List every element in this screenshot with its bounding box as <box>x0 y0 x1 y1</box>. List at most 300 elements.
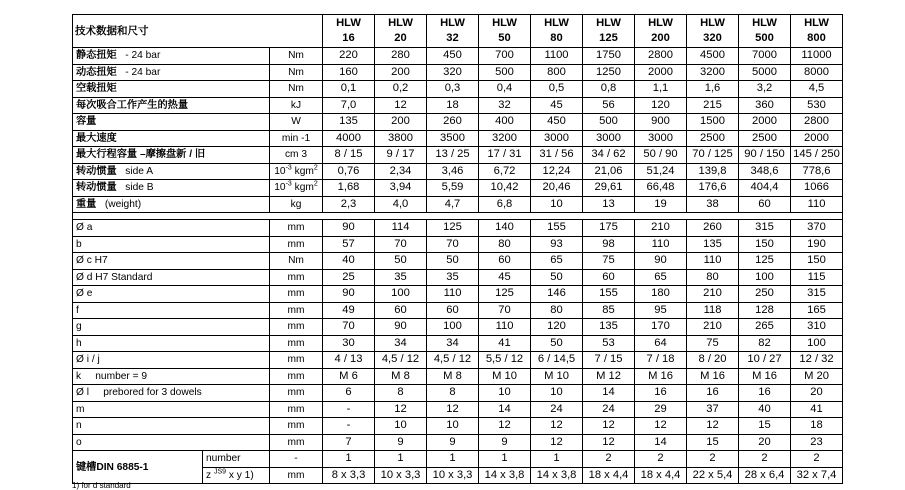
value-cell: 115 <box>791 269 843 286</box>
value-cell: 18 <box>427 97 479 114</box>
value-cell: 34 / 62 <box>583 147 635 164</box>
value-cell: 12 <box>583 434 635 451</box>
model-size: 320 <box>703 32 722 44</box>
unit-cell: Nm <box>270 48 323 65</box>
value-cell: 31 / 56 <box>531 147 583 164</box>
value-cell: 280 <box>375 48 427 65</box>
table-row <box>73 163 843 180</box>
row-label <box>73 302 270 319</box>
value-cell: 24 <box>531 401 583 418</box>
value-cell: 7000 <box>739 48 791 65</box>
row-label-text: 转动惯量 <box>76 165 117 177</box>
value-cell: 139,8 <box>687 163 739 180</box>
value-cell: 80 <box>531 302 583 319</box>
value-cell: 70 / 125 <box>687 147 739 164</box>
value-cell: 90 / 150 <box>739 147 791 164</box>
value-cell: 19 <box>635 196 687 213</box>
value-cell: 25 <box>323 269 375 286</box>
value-cell: M 20 <box>791 368 843 385</box>
keyway-label-text: 键槽DIN 6885-1 <box>76 461 149 473</box>
value-cell: 8 <box>375 385 427 402</box>
value-cell: 110 <box>479 319 531 336</box>
table-row <box>73 434 843 451</box>
row-label-text: h <box>76 337 82 349</box>
value-cell: 14 x 3,8 <box>531 467 583 484</box>
value-cell: 1500 <box>687 114 739 131</box>
row-label-text: g <box>76 321 82 333</box>
model-size: 500 <box>755 32 774 44</box>
value-cell: 14 <box>583 385 635 402</box>
model-prefix: HLW <box>804 17 829 29</box>
row-sublabel: - 24 bar <box>125 50 161 62</box>
model-prefix: HLW <box>336 17 361 29</box>
value-cell: 80 <box>687 269 739 286</box>
value-cell: 700 <box>479 48 531 65</box>
row-label-text: 重量 <box>76 198 97 210</box>
keyway-sublabel <box>203 467 270 484</box>
unit-pre: 10 <box>274 165 286 177</box>
table-row <box>73 368 843 385</box>
value-cell: 32 x 7,4 <box>791 467 843 484</box>
value-cell: M 16 <box>687 368 739 385</box>
value-cell: 118 <box>687 302 739 319</box>
row-label-text: 静态扭矩 <box>76 50 117 62</box>
row-label-text: n <box>76 420 82 432</box>
value-cell: 12 <box>375 97 427 114</box>
table-row <box>73 147 843 164</box>
value-cell: 320 <box>427 64 479 81</box>
table-row <box>73 253 843 270</box>
value-cell: 450 <box>531 114 583 131</box>
value-cell: 21,06 <box>583 163 635 180</box>
value-cell: 1 <box>375 451 427 468</box>
row-label <box>73 401 270 418</box>
value-cell: 66,48 <box>635 180 687 197</box>
value-cell: 190 <box>791 236 843 253</box>
value-cell: 13 / 25 <box>427 147 479 164</box>
unit-cell: mm <box>270 236 323 253</box>
value-cell: 8000 <box>791 64 843 81</box>
value-cell: 70 <box>427 236 479 253</box>
value-cell: 6,72 <box>479 163 531 180</box>
value-cell: 12,24 <box>531 163 583 180</box>
value-cell: 155 <box>583 286 635 303</box>
value-cell: 40 <box>323 253 375 270</box>
model-size: 50 <box>498 32 511 44</box>
row-label <box>73 319 270 336</box>
footnote: 1) for d standard <box>72 481 131 490</box>
row-label <box>73 64 270 81</box>
value-cell: 50 / 90 <box>635 147 687 164</box>
value-cell: 50 <box>375 253 427 270</box>
value-cell: 32 <box>479 97 531 114</box>
row-label <box>73 335 270 352</box>
value-cell: 7 / 18 <box>635 352 687 369</box>
row-sublabel: prebored for 3 dowels <box>103 387 202 399</box>
row-label <box>73 385 270 402</box>
value-cell: 2 <box>791 451 843 468</box>
value-cell: 315 <box>739 220 791 237</box>
value-cell: 0,3 <box>427 81 479 98</box>
value-cell: 160 <box>323 64 375 81</box>
row-label-text: 容量 <box>76 116 97 128</box>
model-prefix: HLW <box>388 17 413 29</box>
value-cell: 7,0 <box>323 97 375 114</box>
value-cell: 250 <box>739 286 791 303</box>
value-cell: 4,0 <box>375 196 427 213</box>
value-cell: M 6 <box>323 368 375 385</box>
value-cell: 2800 <box>635 48 687 65</box>
value-cell: 45 <box>531 97 583 114</box>
value-cell: 49 <box>323 302 375 319</box>
value-cell: 70 <box>323 319 375 336</box>
value-cell: 500 <box>583 114 635 131</box>
value-cell: 2,3 <box>323 196 375 213</box>
value-cell: 4500 <box>687 48 739 65</box>
row-label <box>73 180 270 197</box>
model-size: 80 <box>550 32 563 44</box>
row-label <box>73 147 270 164</box>
value-cell: 0,2 <box>375 81 427 98</box>
value-cell: 50 <box>531 269 583 286</box>
value-cell: 2 <box>635 451 687 468</box>
value-cell: 15 <box>739 418 791 435</box>
unit-cell: mm <box>270 434 323 451</box>
row-label <box>73 253 270 270</box>
value-cell: 260 <box>427 114 479 131</box>
value-cell: 146 <box>531 286 583 303</box>
value-cell: 8 <box>427 385 479 402</box>
model-prefix: HLW <box>700 17 725 29</box>
value-cell: 60 <box>427 302 479 319</box>
value-cell: 2800 <box>791 114 843 131</box>
unit-cell <box>270 163 323 180</box>
value-cell: 2000 <box>635 64 687 81</box>
value-cell: 10 / 27 <box>739 352 791 369</box>
unit-exp2: 2 <box>313 164 318 172</box>
value-cell: 45 <box>479 269 531 286</box>
table-row <box>73 236 843 253</box>
row-sublabel: - 24 bar <box>125 66 161 78</box>
header-row <box>73 15 843 48</box>
value-cell: 37 <box>687 401 739 418</box>
value-cell: 0,8 <box>583 81 635 98</box>
value-cell: 404,4 <box>739 180 791 197</box>
table-row <box>73 81 843 98</box>
value-cell: 18 x 4,4 <box>635 467 687 484</box>
value-cell: 9 <box>427 434 479 451</box>
value-cell: 4,5 / 12 <box>375 352 427 369</box>
value-cell: 20 <box>739 434 791 451</box>
value-cell: 370 <box>791 220 843 237</box>
value-cell: M 16 <box>739 368 791 385</box>
value-cell: 114 <box>375 220 427 237</box>
table-row <box>73 418 843 435</box>
value-cell: 10 <box>531 385 583 402</box>
table-row <box>73 64 843 81</box>
model-prefix: HLW <box>648 17 673 29</box>
value-cell: 6 / 14,5 <box>531 352 583 369</box>
unit-cell: mm <box>270 467 323 484</box>
unit-exp2: 2 <box>313 180 318 188</box>
value-cell: 4 / 13 <box>323 352 375 369</box>
value-cell: 530 <box>791 97 843 114</box>
value-cell: 29 <box>635 401 687 418</box>
value-cell: 0,76 <box>323 163 375 180</box>
model-size: 125 <box>599 32 618 44</box>
unit-post: kgm <box>291 182 314 194</box>
value-cell: 8 / 20 <box>687 352 739 369</box>
value-cell: 778,6 <box>791 163 843 180</box>
unit-cell: kJ <box>270 97 323 114</box>
section-spacer <box>73 213 843 220</box>
row-sublabel: side B <box>125 182 154 194</box>
value-cell: 12 <box>687 418 739 435</box>
row-sublabel: side A <box>125 165 154 177</box>
value-cell: 128 <box>739 302 791 319</box>
value-cell: 100 <box>739 269 791 286</box>
value-cell: 17 / 31 <box>479 147 531 164</box>
sub-post: x y 1) <box>226 469 254 481</box>
table-row <box>73 286 843 303</box>
value-cell: 2500 <box>739 130 791 147</box>
value-cell: 170 <box>635 319 687 336</box>
value-cell: 10 <box>427 418 479 435</box>
row-label-text: o <box>76 436 82 448</box>
unit-cell: - <box>270 451 323 468</box>
value-cell: 85 <box>583 302 635 319</box>
value-cell: 155 <box>531 220 583 237</box>
value-cell: 2500 <box>687 130 739 147</box>
value-cell: 180 <box>635 286 687 303</box>
unit-cell: mm <box>270 418 323 435</box>
table-row <box>73 385 843 402</box>
row-label <box>73 352 270 369</box>
value-cell: 65 <box>635 269 687 286</box>
value-cell: 24 <box>583 401 635 418</box>
value-cell: 210 <box>687 319 739 336</box>
value-cell: 1 <box>427 451 479 468</box>
value-cell: 70 <box>375 236 427 253</box>
row-label-text: 动态扭矩 <box>76 66 117 78</box>
sub-sup: JS9 <box>213 468 226 476</box>
row-label <box>73 236 270 253</box>
value-cell: 10 <box>375 418 427 435</box>
value-cell: 15 <box>687 434 739 451</box>
unit-cell: mm <box>270 368 323 385</box>
value-cell: 265 <box>739 319 791 336</box>
value-cell: 1750 <box>583 48 635 65</box>
value-cell: 900 <box>635 114 687 131</box>
value-cell: 6,8 <box>479 196 531 213</box>
value-cell: 23 <box>791 434 843 451</box>
value-cell: 51,24 <box>635 163 687 180</box>
value-cell: 450 <box>427 48 479 65</box>
table-row <box>73 114 843 131</box>
value-cell: 14 x 3,8 <box>479 467 531 484</box>
value-cell: 5,59 <box>427 180 479 197</box>
value-cell: 9 / 17 <box>375 147 427 164</box>
value-cell: M 8 <box>375 368 427 385</box>
table-row <box>73 48 843 65</box>
row-label-text: b <box>76 238 82 250</box>
model-size: 16 <box>342 32 355 44</box>
value-cell: 3,46 <box>427 163 479 180</box>
row-label-text: Ø l <box>76 387 90 399</box>
table-row <box>73 196 843 213</box>
keyway-label <box>73 451 203 484</box>
value-cell: 12 <box>531 418 583 435</box>
model-header-80 <box>531 15 583 48</box>
value-cell: 348,6 <box>739 163 791 180</box>
value-cell: 22 x 5,4 <box>687 467 739 484</box>
row-label-text: 最大行程容量 –摩擦盘新 / 旧 <box>76 149 206 161</box>
value-cell: 12 / 32 <box>791 352 843 369</box>
model-size: 32 <box>446 32 459 44</box>
row-label <box>73 114 270 131</box>
value-cell: 60 <box>583 269 635 286</box>
value-cell: 34 <box>427 335 479 352</box>
value-cell: 100 <box>427 319 479 336</box>
value-cell: 53 <box>583 335 635 352</box>
value-cell: 2000 <box>791 130 843 147</box>
unit-cell: mm <box>270 319 323 336</box>
value-cell: 800 <box>531 64 583 81</box>
row-label <box>73 97 270 114</box>
value-cell: - <box>323 401 375 418</box>
unit-exp: -3 <box>285 180 292 188</box>
unit-cell: Nm <box>270 81 323 98</box>
value-cell: 135 <box>323 114 375 131</box>
table-row <box>73 180 843 197</box>
value-cell: 75 <box>583 253 635 270</box>
value-cell: 1 <box>531 451 583 468</box>
value-cell: 110 <box>791 196 843 213</box>
value-cell: 125 <box>479 286 531 303</box>
value-cell: 12 <box>479 418 531 435</box>
value-cell: 6 <box>323 385 375 402</box>
value-cell: 2 <box>687 451 739 468</box>
model-header-16 <box>323 15 375 48</box>
table-row <box>73 335 843 352</box>
value-cell: 1,6 <box>687 81 739 98</box>
value-cell: 50 <box>531 335 583 352</box>
value-cell: M 10 <box>531 368 583 385</box>
row-label <box>73 130 270 147</box>
value-cell: 60 <box>479 253 531 270</box>
value-cell: 1,1 <box>635 81 687 98</box>
value-cell: 1,68 <box>323 180 375 197</box>
value-cell: 20,46 <box>531 180 583 197</box>
value-cell: M 12 <box>583 368 635 385</box>
row-label <box>73 48 270 65</box>
table-row <box>73 130 843 147</box>
value-cell: 8 / 15 <box>323 147 375 164</box>
row-label-text: Ø i / j <box>76 354 100 366</box>
value-cell: 4000 <box>323 130 375 147</box>
row-label <box>73 368 270 385</box>
value-cell: 1 <box>479 451 531 468</box>
value-cell: 34 <box>375 335 427 352</box>
table-row <box>73 401 843 418</box>
table-row <box>73 269 843 286</box>
value-cell: 3,2 <box>739 81 791 98</box>
value-cell: 40 <box>739 401 791 418</box>
value-cell: 90 <box>375 319 427 336</box>
value-cell: 10 x 3,3 <box>375 467 427 484</box>
value-cell: 64 <box>635 335 687 352</box>
value-cell: 30 <box>323 335 375 352</box>
row-label-text: Ø c H7 <box>76 255 108 267</box>
value-cell: M 10 <box>479 368 531 385</box>
value-cell: 41 <box>479 335 531 352</box>
value-cell: 100 <box>791 335 843 352</box>
row-label <box>73 269 270 286</box>
value-cell: 110 <box>427 286 479 303</box>
value-cell: 12 <box>375 401 427 418</box>
value-cell: 360 <box>739 97 791 114</box>
value-cell: 35 <box>375 269 427 286</box>
value-cell: 93 <box>531 236 583 253</box>
spec-table-body <box>73 15 843 484</box>
value-cell: 135 <box>583 319 635 336</box>
value-cell: 100 <box>375 286 427 303</box>
row-label <box>73 418 270 435</box>
model-header-20 <box>375 15 427 48</box>
value-cell: 14 <box>479 401 531 418</box>
value-cell: 200 <box>375 114 427 131</box>
value-cell: 3800 <box>375 130 427 147</box>
keyway-sublabel: number <box>203 451 270 468</box>
value-cell: 315 <box>791 286 843 303</box>
value-cell: 0,5 <box>531 81 583 98</box>
row-label <box>73 163 270 180</box>
row-label <box>73 220 270 237</box>
value-cell: 125 <box>427 220 479 237</box>
value-cell: 1066 <box>791 180 843 197</box>
value-cell: 4,7 <box>427 196 479 213</box>
value-cell: 165 <box>791 302 843 319</box>
unit-post: kgm <box>291 165 314 177</box>
value-cell: 3,94 <box>375 180 427 197</box>
value-cell: 210 <box>687 286 739 303</box>
unit-cell: mm <box>270 385 323 402</box>
value-cell: 70 <box>479 302 531 319</box>
value-cell: 120 <box>635 97 687 114</box>
value-cell: 7 / 15 <box>583 352 635 369</box>
value-cell: 310 <box>791 319 843 336</box>
value-cell: 65 <box>531 253 583 270</box>
value-cell: 56 <box>583 97 635 114</box>
model-header-320 <box>687 15 739 48</box>
value-cell: 150 <box>739 236 791 253</box>
unit-pre: 10 <box>274 182 286 194</box>
row-label-text: m <box>76 403 85 415</box>
value-cell: 145 / 250 <box>791 147 843 164</box>
value-cell: 90 <box>323 286 375 303</box>
value-cell: 95 <box>635 302 687 319</box>
value-cell: 175 <box>583 220 635 237</box>
unit-cell <box>270 180 323 197</box>
value-cell: 176,6 <box>687 180 739 197</box>
row-label-text: Ø e <box>76 288 93 300</box>
value-cell: 220 <box>323 48 375 65</box>
row-label-text: 空载扭矩 <box>76 83 117 95</box>
row-label-text: k <box>76 370 82 382</box>
unit-cell: W <box>270 114 323 131</box>
value-cell: 110 <box>635 236 687 253</box>
value-cell: 260 <box>687 220 739 237</box>
